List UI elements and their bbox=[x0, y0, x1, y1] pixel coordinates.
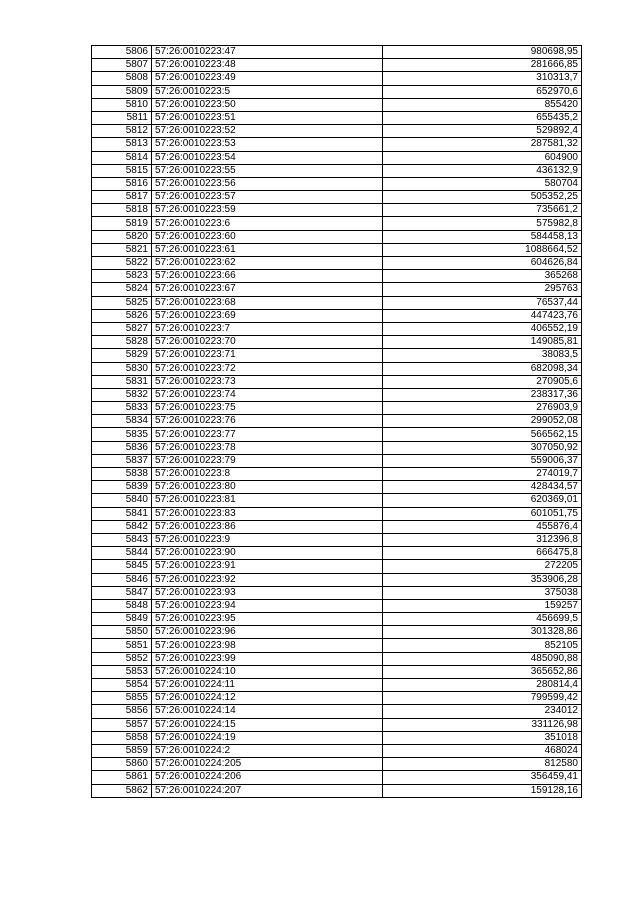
cadastral-number-cell: 57:26:0010223:50 bbox=[152, 98, 383, 111]
row-number-cell: 5812 bbox=[92, 125, 152, 138]
cadastral-number-cell: 57:26:0010224:207 bbox=[152, 784, 383, 797]
cadastral-number-cell: 57:26:0010224:205 bbox=[152, 758, 383, 771]
cadastral-number-cell: 57:26:0010223:93 bbox=[152, 586, 383, 599]
row-number-cell: 5843 bbox=[92, 533, 152, 546]
value-cell: 447423,76 bbox=[383, 309, 582, 322]
row-number-cell: 5857 bbox=[92, 718, 152, 731]
value-cell: 375038 bbox=[383, 586, 582, 599]
row-number-cell: 5855 bbox=[92, 692, 152, 705]
value-cell: 149085,81 bbox=[383, 336, 582, 349]
cadastral-number-cell: 57:26:0010223:47 bbox=[152, 46, 383, 59]
table-row bbox=[92, 784, 582, 797]
row-number-cell: 5848 bbox=[92, 599, 152, 612]
table-row bbox=[92, 257, 582, 270]
value-cell: 812580 bbox=[383, 758, 582, 771]
cadastral-number-cell: 57:26:0010223:69 bbox=[152, 309, 383, 322]
cadastral-number-cell: 57:26:0010223:53 bbox=[152, 138, 383, 151]
cadastral-number-cell: 57:26:0010223:5 bbox=[152, 85, 383, 98]
table-row bbox=[92, 454, 582, 467]
value-cell: 855420 bbox=[383, 98, 582, 111]
row-number-cell: 5818 bbox=[92, 204, 152, 217]
value-cell: 601051,75 bbox=[383, 507, 582, 520]
cadastral-number-cell: 57:26:0010223:70 bbox=[152, 336, 383, 349]
table-row bbox=[92, 336, 582, 349]
cadastral-number-cell: 57:26:0010224:12 bbox=[152, 692, 383, 705]
value-cell: 281666,85 bbox=[383, 59, 582, 72]
table-row bbox=[92, 85, 582, 98]
table-row bbox=[92, 309, 582, 322]
row-number-cell: 5836 bbox=[92, 441, 152, 454]
row-number-cell: 5858 bbox=[92, 731, 152, 744]
value-cell: 76537,44 bbox=[383, 296, 582, 309]
cadastral-number-cell: 57:26:0010223:61 bbox=[152, 243, 383, 256]
table-row bbox=[92, 322, 582, 335]
cadastral-number-cell: 57:26:0010224:10 bbox=[152, 665, 383, 678]
row-number-cell: 5853 bbox=[92, 665, 152, 678]
table-row bbox=[92, 744, 582, 757]
value-cell: 353906,28 bbox=[383, 573, 582, 586]
row-number-cell: 5806 bbox=[92, 46, 152, 59]
value-cell: 274019,7 bbox=[383, 468, 582, 481]
row-number-cell: 5833 bbox=[92, 402, 152, 415]
value-cell: 980698,95 bbox=[383, 46, 582, 59]
value-cell: 428434,57 bbox=[383, 481, 582, 494]
cadastral-number-cell: 57:26:0010223:99 bbox=[152, 652, 383, 665]
table-row bbox=[92, 639, 582, 652]
cadastral-number-cell: 57:26:0010223:91 bbox=[152, 560, 383, 573]
table-row bbox=[92, 665, 582, 678]
row-number-cell: 5811 bbox=[92, 111, 152, 124]
cadastral-number-cell: 57:26:0010223:72 bbox=[152, 362, 383, 375]
cadastral-number-cell: 57:26:0010223:54 bbox=[152, 151, 383, 164]
table-row bbox=[92, 560, 582, 573]
table-row bbox=[92, 520, 582, 533]
row-number-cell: 5840 bbox=[92, 494, 152, 507]
value-cell: 584458,13 bbox=[383, 230, 582, 243]
row-number-cell: 5861 bbox=[92, 771, 152, 784]
cadastral-number-cell: 57:26:0010223:6 bbox=[152, 217, 383, 230]
table-row bbox=[92, 415, 582, 428]
row-number-cell: 5821 bbox=[92, 243, 152, 256]
row-number-cell: 5856 bbox=[92, 705, 152, 718]
row-number-cell: 5820 bbox=[92, 230, 152, 243]
table-body bbox=[92, 46, 582, 798]
table-row bbox=[92, 138, 582, 151]
row-number-cell: 5835 bbox=[92, 428, 152, 441]
cadastral-number-cell: 57:26:0010223:83 bbox=[152, 507, 383, 520]
cadastral-number-cell: 57:26:0010223:75 bbox=[152, 402, 383, 415]
row-number-cell: 5834 bbox=[92, 415, 152, 428]
table-row bbox=[92, 758, 582, 771]
row-number-cell: 5831 bbox=[92, 375, 152, 388]
value-cell: 580704 bbox=[383, 177, 582, 190]
value-cell: 468024 bbox=[383, 744, 582, 757]
value-cell: 351018 bbox=[383, 731, 582, 744]
row-number-cell: 5847 bbox=[92, 586, 152, 599]
table-row bbox=[92, 586, 582, 599]
table-row bbox=[92, 191, 582, 204]
value-cell: 456699,5 bbox=[383, 613, 582, 626]
value-cell: 575982,8 bbox=[383, 217, 582, 230]
cadastral-number-cell: 57:26:0010223:90 bbox=[152, 547, 383, 560]
cadastral-number-cell: 57:26:0010223:59 bbox=[152, 204, 383, 217]
table-row bbox=[92, 349, 582, 362]
cadastral-number-cell: 57:26:0010223:8 bbox=[152, 468, 383, 481]
cadastral-number-cell: 57:26:0010223:51 bbox=[152, 111, 383, 124]
row-number-cell: 5816 bbox=[92, 177, 152, 190]
value-cell: 655435,2 bbox=[383, 111, 582, 124]
cadastral-number-cell: 57:26:0010223:7 bbox=[152, 322, 383, 335]
data-table bbox=[91, 45, 582, 798]
value-cell: 276903,9 bbox=[383, 402, 582, 415]
row-number-cell: 5829 bbox=[92, 349, 152, 362]
cadastral-number-cell: 57:26:0010223:62 bbox=[152, 257, 383, 270]
cadastral-number-cell: 57:26:0010223:67 bbox=[152, 283, 383, 296]
cadastral-number-cell: 57:26:0010224:11 bbox=[152, 679, 383, 692]
cadastral-number-cell: 57:26:0010224:14 bbox=[152, 705, 383, 718]
table-row bbox=[92, 59, 582, 72]
table-row bbox=[92, 613, 582, 626]
table-row bbox=[92, 468, 582, 481]
table-row bbox=[92, 177, 582, 190]
value-cell: 485090,88 bbox=[383, 652, 582, 665]
row-number-cell: 5837 bbox=[92, 454, 152, 467]
value-cell: 666475,8 bbox=[383, 547, 582, 560]
table-row bbox=[92, 705, 582, 718]
value-cell: 301328,86 bbox=[383, 626, 582, 639]
cadastral-number-cell: 57:26:0010223:98 bbox=[152, 639, 383, 652]
cadastral-number-cell: 57:26:0010223:57 bbox=[152, 191, 383, 204]
row-number-cell: 5824 bbox=[92, 283, 152, 296]
value-cell: 159257 bbox=[383, 599, 582, 612]
table-row bbox=[92, 626, 582, 639]
cadastral-number-cell: 57:26:0010223:81 bbox=[152, 494, 383, 507]
row-number-cell: 5819 bbox=[92, 217, 152, 230]
cadastral-number-cell: 57:26:0010223:48 bbox=[152, 59, 383, 72]
table-row bbox=[92, 573, 582, 586]
row-number-cell: 5844 bbox=[92, 547, 152, 560]
cadastral-number-cell: 57:26:0010223:94 bbox=[152, 599, 383, 612]
row-number-cell: 5817 bbox=[92, 191, 152, 204]
value-cell: 365268 bbox=[383, 270, 582, 283]
value-cell: 299052,08 bbox=[383, 415, 582, 428]
table-row bbox=[92, 533, 582, 546]
table-row bbox=[92, 296, 582, 309]
cadastral-number-cell: 57:26:0010224:206 bbox=[152, 771, 383, 784]
table-row bbox=[92, 428, 582, 441]
table-row bbox=[92, 547, 582, 560]
cadastral-number-cell: 57:26:0010223:56 bbox=[152, 177, 383, 190]
row-number-cell: 5851 bbox=[92, 639, 152, 652]
value-cell: 735661,2 bbox=[383, 204, 582, 217]
cadastral-number-cell: 57:26:0010223:78 bbox=[152, 441, 383, 454]
value-cell: 566562,15 bbox=[383, 428, 582, 441]
value-cell: 312396,8 bbox=[383, 533, 582, 546]
row-number-cell: 5850 bbox=[92, 626, 152, 639]
cadastral-number-cell: 57:26:0010224:19 bbox=[152, 731, 383, 744]
table-row bbox=[92, 46, 582, 59]
value-cell: 604626,84 bbox=[383, 257, 582, 270]
cadastral-number-cell: 57:26:0010223:68 bbox=[152, 296, 383, 309]
value-cell: 310313,7 bbox=[383, 72, 582, 85]
value-cell: 365652,86 bbox=[383, 665, 582, 678]
cadastral-number-cell: 57:26:0010223:49 bbox=[152, 72, 383, 85]
cadastral-number-cell: 57:26:0010223:77 bbox=[152, 428, 383, 441]
table-row bbox=[92, 111, 582, 124]
table-row bbox=[92, 481, 582, 494]
value-cell: 238317,36 bbox=[383, 388, 582, 401]
row-number-cell: 5845 bbox=[92, 560, 152, 573]
row-number-cell: 5849 bbox=[92, 613, 152, 626]
table-row bbox=[92, 375, 582, 388]
row-number-cell: 5830 bbox=[92, 362, 152, 375]
value-cell: 307050,92 bbox=[383, 441, 582, 454]
row-number-cell: 5823 bbox=[92, 270, 152, 283]
cadastral-number-cell: 57:26:0010224:2 bbox=[152, 744, 383, 757]
table-row bbox=[92, 507, 582, 520]
value-cell: 436132,9 bbox=[383, 164, 582, 177]
table-row bbox=[92, 164, 582, 177]
table-row bbox=[92, 652, 582, 665]
row-number-cell: 5822 bbox=[92, 257, 152, 270]
cadastral-number-cell: 57:26:0010223:95 bbox=[152, 613, 383, 626]
value-cell: 272205 bbox=[383, 560, 582, 573]
cadastral-number-cell: 57:26:0010223:60 bbox=[152, 230, 383, 243]
value-cell: 604900 bbox=[383, 151, 582, 164]
row-number-cell: 5846 bbox=[92, 573, 152, 586]
table-row bbox=[92, 217, 582, 230]
table-row bbox=[92, 402, 582, 415]
row-number-cell: 5828 bbox=[92, 336, 152, 349]
row-number-cell: 5808 bbox=[92, 72, 152, 85]
row-number-cell: 5852 bbox=[92, 652, 152, 665]
table-row bbox=[92, 771, 582, 784]
value-cell: 455876,4 bbox=[383, 520, 582, 533]
row-number-cell: 5810 bbox=[92, 98, 152, 111]
value-cell: 1088664,52 bbox=[383, 243, 582, 256]
cadastral-number-cell: 57:26:0010223:55 bbox=[152, 164, 383, 177]
table-row bbox=[92, 270, 582, 283]
table-row bbox=[92, 98, 582, 111]
table-row bbox=[92, 599, 582, 612]
row-number-cell: 5827 bbox=[92, 322, 152, 335]
row-number-cell: 5826 bbox=[92, 309, 152, 322]
value-cell: 652970,6 bbox=[383, 85, 582, 98]
cadastral-number-cell: 57:26:0010223:92 bbox=[152, 573, 383, 586]
row-number-cell: 5854 bbox=[92, 679, 152, 692]
row-number-cell: 5807 bbox=[92, 59, 152, 72]
table-row bbox=[92, 362, 582, 375]
row-number-cell: 5862 bbox=[92, 784, 152, 797]
table-row bbox=[92, 243, 582, 256]
table-row bbox=[92, 679, 582, 692]
value-cell: 234012 bbox=[383, 705, 582, 718]
value-cell: 682098,34 bbox=[383, 362, 582, 375]
table-row bbox=[92, 388, 582, 401]
value-cell: 287581,32 bbox=[383, 138, 582, 151]
cadastral-number-cell: 57:26:0010223:96 bbox=[152, 626, 383, 639]
cadastral-number-cell: 57:26:0010223:52 bbox=[152, 125, 383, 138]
value-cell: 406552,19 bbox=[383, 322, 582, 335]
row-number-cell: 5841 bbox=[92, 507, 152, 520]
row-number-cell: 5814 bbox=[92, 151, 152, 164]
row-number-cell: 5813 bbox=[92, 138, 152, 151]
table-row bbox=[92, 72, 582, 85]
table-row bbox=[92, 718, 582, 731]
table-row bbox=[92, 441, 582, 454]
value-cell: 331126,98 bbox=[383, 718, 582, 731]
row-number-cell: 5815 bbox=[92, 164, 152, 177]
table-row bbox=[92, 125, 582, 138]
value-cell: 852105 bbox=[383, 639, 582, 652]
cadastral-number-cell: 57:26:0010223:73 bbox=[152, 375, 383, 388]
cadastral-number-cell: 57:26:0010223:74 bbox=[152, 388, 383, 401]
value-cell: 159128,16 bbox=[383, 784, 582, 797]
row-number-cell: 5859 bbox=[92, 744, 152, 757]
table-row bbox=[92, 283, 582, 296]
table-row bbox=[92, 731, 582, 744]
cadastral-number-cell: 57:26:0010223:86 bbox=[152, 520, 383, 533]
value-cell: 356459,41 bbox=[383, 771, 582, 784]
value-cell: 529892,4 bbox=[383, 125, 582, 138]
row-number-cell: 5832 bbox=[92, 388, 152, 401]
row-number-cell: 5842 bbox=[92, 520, 152, 533]
table-row bbox=[92, 230, 582, 243]
value-cell: 280814,4 bbox=[383, 679, 582, 692]
table-row bbox=[92, 204, 582, 217]
value-cell: 270905,6 bbox=[383, 375, 582, 388]
value-cell: 295763 bbox=[383, 283, 582, 296]
cadastral-number-cell: 57:26:0010223:71 bbox=[152, 349, 383, 362]
cadastral-number-cell: 57:26:0010223:76 bbox=[152, 415, 383, 428]
value-cell: 505352,25 bbox=[383, 191, 582, 204]
row-number-cell: 5860 bbox=[92, 758, 152, 771]
table-row bbox=[92, 494, 582, 507]
value-cell: 799599,42 bbox=[383, 692, 582, 705]
row-number-cell: 5809 bbox=[92, 85, 152, 98]
value-cell: 559006,37 bbox=[383, 454, 582, 467]
cadastral-number-cell: 57:26:0010223:9 bbox=[152, 533, 383, 546]
cadastral-number-cell: 57:26:0010224:15 bbox=[152, 718, 383, 731]
cadastral-number-cell: 57:26:0010223:79 bbox=[152, 454, 383, 467]
table-row bbox=[92, 151, 582, 164]
value-cell: 38083,5 bbox=[383, 349, 582, 362]
row-number-cell: 5838 bbox=[92, 468, 152, 481]
row-number-cell: 5839 bbox=[92, 481, 152, 494]
cadastral-number-cell: 57:26:0010223:66 bbox=[152, 270, 383, 283]
value-cell: 620369,01 bbox=[383, 494, 582, 507]
table-row bbox=[92, 692, 582, 705]
cadastral-number-cell: 57:26:0010223:80 bbox=[152, 481, 383, 494]
row-number-cell: 5825 bbox=[92, 296, 152, 309]
